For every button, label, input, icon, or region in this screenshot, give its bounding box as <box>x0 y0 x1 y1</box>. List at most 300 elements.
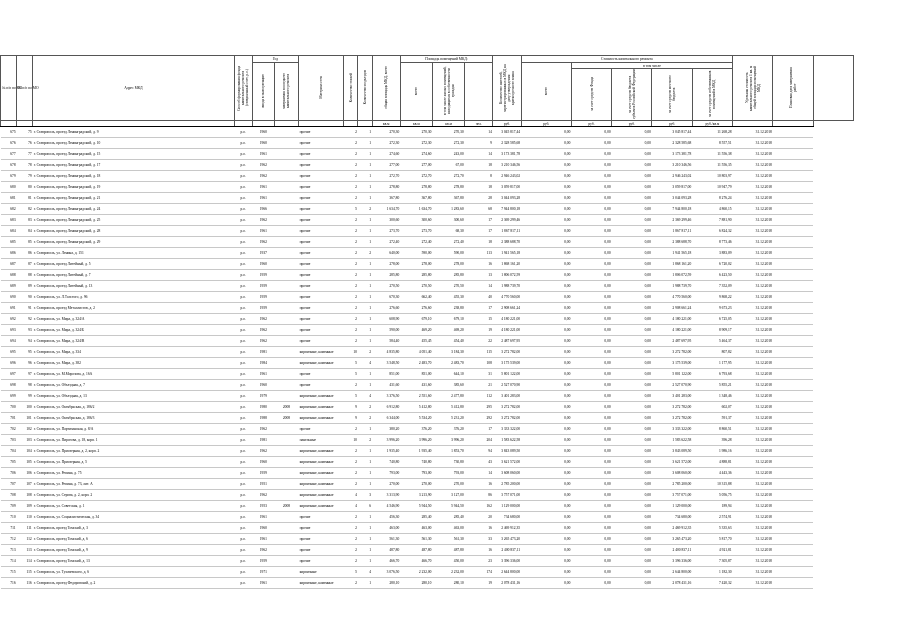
cell-blank <box>773 193 813 204</box>
cell-wall-material: панельные <box>299 435 344 446</box>
cell-deadline: 31.12.2018 <box>733 512 773 523</box>
cell-cost-fund: 0,00 <box>521 424 571 435</box>
table-body <box>1 127 854 589</box>
cell-deadline: 31.12.2018 <box>733 347 773 358</box>
cell-fund-method: р.о. <box>234 292 252 303</box>
cell-deadline: 31.12.2018 <box>733 567 773 578</box>
cell-row-num: 713 <box>1 545 17 556</box>
cell-fund-method: р.о. <box>234 149 252 160</box>
cell-area-living: 67,00 <box>432 160 464 171</box>
header-year: Год <box>252 56 298 63</box>
cell-area-living: 5 231,20 <box>432 413 464 424</box>
cell-cost-local: 0,00 <box>612 512 652 523</box>
cell-residents: 115 <box>465 347 493 358</box>
cell-wall-material: кирпичные, каменные <box>299 457 344 468</box>
cell-floors: 2 <box>344 259 358 270</box>
cell-cost-owners: 3 265 473,20 <box>652 534 692 545</box>
cell-fund-method: р.о. <box>234 182 252 193</box>
cell-wall-material: прочие <box>299 534 344 545</box>
cell-residents: 204 <box>465 435 493 446</box>
cell-cost-region: 0,00 <box>571 149 611 160</box>
cell-area-total: 561,30 <box>400 534 432 545</box>
cell-year-built: 1962 <box>252 160 274 171</box>
cell-cost-owners: 3 173 381,78 <box>652 149 692 160</box>
cell-total-area: 1 634,70 <box>372 204 400 215</box>
cell-cost-total: 3 045 817,44 <box>493 127 521 138</box>
cell-cost-fund: 0,00 <box>521 556 571 567</box>
cell-year-built: 1962 <box>252 545 274 556</box>
cell-unit-cost: 8 276,24 <box>692 193 732 204</box>
cell-year-repair <box>274 490 298 501</box>
cell-cost-fund: 0,00 <box>521 534 571 545</box>
cell-floors: 10 <box>344 435 358 446</box>
cell-cost-total: 1 867 817,11 <box>493 226 521 237</box>
cell-cost-region: 0,00 <box>571 424 611 435</box>
cell-mkd-num: 85 <box>17 237 33 248</box>
cell-fund-method: р.о. <box>234 391 252 402</box>
cell-year-built: 1960 <box>252 138 274 149</box>
table-row <box>1 490 854 501</box>
cell-residents: 18 <box>465 160 493 171</box>
header-deadline: Плановая дата завершения работ <box>773 56 813 121</box>
cell-deadline: 31.12.2018 <box>733 237 773 248</box>
cell-unit-cost: 9 673,23 <box>692 303 732 314</box>
cell-deadline: 31.12.2018 <box>733 259 773 270</box>
cell-cost-total: 1 129 000,00 <box>493 501 521 512</box>
cell-year-built: 1961 <box>252 534 274 545</box>
cell-cost-region: 0,00 <box>571 402 611 413</box>
cell-cost-region: 0,00 <box>571 270 611 281</box>
cell-mkd-num: 116 <box>17 578 33 589</box>
cell-row-num: 680 <box>1 182 17 193</box>
cell-row-num: 676 <box>1 138 17 149</box>
cell-cost-local: 0,00 <box>612 424 652 435</box>
header-cost-owners: за счет средств собственников помещений в МКД <box>692 69 732 121</box>
cell-year-built: 1961 <box>252 578 274 589</box>
table-row <box>1 501 854 512</box>
header-unit-cost: Удельная стоимость капитального ремонта 1 кв. м общей площади помещений МКД <box>733 56 773 121</box>
cell-deadline: 31.12.2018 <box>733 281 773 292</box>
cell-cost-fund: 0,00 <box>521 468 571 479</box>
table-row <box>1 204 854 215</box>
cell-cost-total: 3 396 336,00 <box>493 556 521 567</box>
cell-mkd-num: 84 <box>17 226 33 237</box>
table-row <box>1 160 854 171</box>
cell-year-repair: 2008 <box>274 501 298 512</box>
cell-cost-local: 0,00 <box>612 215 652 226</box>
cell-mkd-num: 110 <box>17 512 33 523</box>
cell-area-total: 376,20 <box>400 424 432 435</box>
table-row <box>1 248 854 259</box>
header-residents: Количество жителей, зарегистрированных в МКД на дату утверждения краткосрочного плана <box>493 56 521 121</box>
cell-cost-fund: 0,00 <box>521 127 571 138</box>
cell-deadline: 31.12.2018 <box>733 336 773 347</box>
cell-wall-material: прочие <box>299 259 344 270</box>
cell-entrances: 1 <box>358 479 372 490</box>
cell-area-total: 463,00 <box>400 523 432 534</box>
cell-cost-fund: 0,00 <box>521 512 571 523</box>
header-cost-total: всего <box>521 63 571 121</box>
cell-year-built: 1961 <box>252 512 274 523</box>
cell-row-num: 697 <box>1 369 17 380</box>
cell-mkd-num: 107 <box>17 479 33 490</box>
cell-fund-method: р.о. <box>234 138 252 149</box>
cell-fund-method: р.о. <box>234 545 252 556</box>
table-row <box>1 182 854 193</box>
cell-mkd-num: 79 <box>17 171 33 182</box>
cell-cost-local: 0,00 <box>612 204 652 215</box>
table-row <box>1 292 854 303</box>
table-row <box>1 468 854 479</box>
cell-floors: 2 <box>344 248 358 259</box>
cell-deadline: 31.12.2018 <box>733 292 773 303</box>
cell-cost-owners: 3 210 346,56 <box>652 160 692 171</box>
cell-mkd-num: 115 <box>17 567 33 578</box>
cell-cost-region: 0,00 <box>571 160 611 171</box>
cell-area-total: 2 551,60 <box>400 391 432 402</box>
cell-blank <box>773 512 813 523</box>
cell-year-repair <box>274 578 298 589</box>
cell-cost-region: 0,00 <box>571 237 611 248</box>
cell-wall-material: прочие <box>299 160 344 171</box>
cell-blank <box>773 501 813 512</box>
cell-cost-region: 0,00 <box>571 336 611 347</box>
cell-blank <box>773 314 813 325</box>
cell-cost-fund: 0,00 <box>521 413 571 424</box>
cell-row-num: 707 <box>1 479 17 490</box>
cell-wall-material: прочие <box>299 281 344 292</box>
cell-address: г. Ставрополь, ул. Мира, д. 382 <box>33 358 234 369</box>
table-row <box>1 402 854 413</box>
cell-deadline: 31.12.2018 <box>733 501 773 512</box>
cell-year-repair <box>274 479 298 490</box>
cell-fund-method: р.о. <box>234 358 252 369</box>
cell-cost-local: 0,00 <box>612 567 652 578</box>
cell-fund-method: р.о. <box>234 556 252 567</box>
header-area-total: всего <box>400 63 432 121</box>
cell-area-total: 1 935,40 <box>400 446 432 457</box>
cell-address: г. Ставрополь, ул. Советская, д. 1 <box>33 501 234 512</box>
cell-year-built: 1971 <box>252 567 274 578</box>
cell-fund-method: р.о. <box>234 512 252 523</box>
cell-cost-local: 0,00 <box>612 336 652 347</box>
cell-wall-material: прочие <box>299 182 344 193</box>
cell-deadline: 31.12.2018 <box>733 160 773 171</box>
cell-mkd-num: 89 <box>17 281 33 292</box>
cell-cost-region: 0,00 <box>571 248 611 259</box>
cell-cost-local: 0,00 <box>612 292 652 303</box>
cell-cost-total: 2 328 585,68 <box>493 138 521 149</box>
cell-address: г. Ставрополь, проезд Ленинградский, д. 15 <box>33 149 234 160</box>
cell-total-area: 272,40 <box>372 237 400 248</box>
cell-deadline: 31.12.2018 <box>733 193 773 204</box>
cell-area-total: 272,70 <box>400 171 432 182</box>
cell-address: г. Ставрополь, проезд Ленинградский, д. 17 <box>33 160 234 171</box>
table-row <box>1 347 854 358</box>
cell-cost-fund: 0,00 <box>521 479 571 490</box>
cell-cost-total: 2 369 299,46 <box>493 215 521 226</box>
cell-cost-region: 0,00 <box>571 259 611 270</box>
cell-area-total: 2 232,00 <box>400 567 432 578</box>
cell-floors: 9 <box>344 413 358 424</box>
cell-cost-region: 0,00 <box>571 281 611 292</box>
cell-year-repair <box>274 259 298 270</box>
cell-residents: 33 <box>465 534 493 545</box>
cell-row-num: 708 <box>1 490 17 501</box>
cell-cost-fund: 0,00 <box>521 314 571 325</box>
cell-address: г. Ставрополь, ул. Л.Толстого, д. 96 <box>33 292 234 303</box>
cell-address: г. Ставрополь, ул. Приозерная, д. 5 <box>33 457 234 468</box>
cell-deadline: 31.12.2018 <box>733 270 773 281</box>
cell-blank <box>773 336 813 347</box>
cell-blank <box>773 248 813 259</box>
cell-address: г. Ставрополь, ул. Объездная, д. 13 <box>33 391 234 402</box>
table-row <box>1 523 854 534</box>
cell-wall-material: прочие <box>299 204 344 215</box>
cell-cost-total: 2 400 837,11 <box>493 545 521 556</box>
cell-mkd-num: 75 <box>17 127 33 138</box>
cell-wall-material: кирпичные, каменные <box>299 413 344 424</box>
cell-cost-owners: 2 078 431,16 <box>652 578 692 589</box>
cell-total-area: 300,60 <box>372 215 400 226</box>
cell-mkd-num: 100 <box>17 402 33 413</box>
header-blank <box>813 56 853 121</box>
cell-entrances: 2 <box>358 402 372 413</box>
cell-area-total: 300,60 <box>400 215 432 226</box>
cell-blank <box>773 468 813 479</box>
cell-fund-method: р.о. <box>234 325 252 336</box>
header-year-built: ввода в эксплуатацию <box>252 63 274 121</box>
cell-blank <box>773 182 813 193</box>
cell-wall-material: прочие <box>299 270 344 281</box>
cell-wall-material: прочие <box>299 523 344 534</box>
cell-cost-local: 0,00 <box>612 556 652 567</box>
cell-wall-material: прочие <box>299 369 344 380</box>
cell-blank <box>773 435 813 446</box>
cell-area-living: 68,30 <box>432 226 464 237</box>
cell-entrances: 1 <box>358 446 372 457</box>
cell-total-area: 273,70 <box>372 226 400 237</box>
cell-entrances: 1 <box>358 336 372 347</box>
cell-floors: 2 <box>344 182 358 193</box>
cell-unit-cost: 9 868,22 <box>692 292 732 303</box>
cell-entrances: 1 <box>358 424 372 435</box>
header-fund-method: Способ формирования фонда капитального ремонта (специальный счет, р.о.) <box>234 56 252 121</box>
cell-year-built: 1962 <box>252 237 274 248</box>
cell-year-built: 1962 <box>252 446 274 457</box>
cell-total-area: 1 935,40 <box>372 446 400 457</box>
cell-cost-region: 0,00 <box>571 193 611 204</box>
cell-wall-material: кирпичные, каменные <box>299 391 344 402</box>
cell-residents: 68 <box>465 204 493 215</box>
table-row <box>1 446 854 457</box>
cell-cost-region: 0,00 <box>571 490 611 501</box>
cell-year-built: 1961 <box>252 193 274 204</box>
cell-cost-owners: 1 867 817,11 <box>652 226 692 237</box>
cell-blank <box>773 127 813 138</box>
cell-total-area: 3 313,90 <box>372 490 400 501</box>
unit-label: руб. <box>612 121 652 127</box>
cell-wall-material: прочие <box>299 149 344 160</box>
unit-label: руб./кв.м <box>692 121 732 127</box>
cell-fund-method: р.о. <box>234 457 252 468</box>
cell-area-total: 276,60 <box>400 303 432 314</box>
cell-address: г. Ставрополь, проезд Ленинградский, д. 25 <box>33 215 234 226</box>
cell-area-total: 270,30 <box>400 127 432 138</box>
cell-cost-local: 0,00 <box>612 160 652 171</box>
cell-blank <box>773 171 813 182</box>
header-address: Адрес МКД <box>33 56 234 121</box>
cell-blank <box>773 270 813 281</box>
cell-cost-region: 0,00 <box>571 303 611 314</box>
cell-deadline: 31.12.2018 <box>733 578 773 589</box>
table-row <box>1 149 854 160</box>
header-wall: Материал стен <box>299 56 344 121</box>
cell-cost-region: 0,00 <box>571 479 611 490</box>
cell-year-repair <box>274 226 298 237</box>
cell-address: г. Ставрополь, проезд Литейный, д. 5 <box>33 259 234 270</box>
cell-year-built: 1962 <box>252 490 274 501</box>
table-row <box>1 325 854 336</box>
cell-cost-local: 0,00 <box>612 457 652 468</box>
cell-area-living: 450,00 <box>432 556 464 567</box>
cell-cost-fund: 0,00 <box>521 358 571 369</box>
cell-unit-cost: 4 443,36 <box>692 468 732 479</box>
header-cost-region: за счет средств бюджета субъекта Российской Федерации <box>612 69 652 121</box>
cell-blank <box>773 138 813 149</box>
cell-fund-method: р.о. <box>234 314 252 325</box>
cell-area-living: 487,80 <box>432 545 464 556</box>
cell-blank <box>773 160 813 171</box>
cell-area-total: 469,20 <box>400 325 432 336</box>
cell-unit-cost: 6 793,68 <box>692 369 732 380</box>
table-row <box>1 259 854 270</box>
cell-mkd-num: 114 <box>17 556 33 567</box>
cell-address: г. Ставрополь, ул. Мира, д. 324/Б <box>33 325 234 336</box>
cell-cost-owners: 4 770 560,00 <box>652 292 692 303</box>
cell-address: г. Ставрополь, проезд Ленинградский, д. 29 <box>33 237 234 248</box>
cell-cost-region: 0,00 <box>571 182 611 193</box>
cell-fund-method: р.о. <box>234 171 252 182</box>
cell-total-area: 463,00 <box>372 523 400 534</box>
cell-deadline: 31.12.2018 <box>733 226 773 237</box>
cell-row-num: 704 <box>1 446 17 457</box>
cell-mkd-num: 76 <box>17 138 33 149</box>
cell-year-repair <box>274 512 298 523</box>
cell-mkd-num: 111 <box>17 523 33 534</box>
cell-unit-cost: 1 986,16 <box>692 446 732 457</box>
header-cost-group: Стоимость капитального ремонта <box>521 56 732 63</box>
cell-cost-total: 3 608 060,00 <box>493 468 521 479</box>
cell-area-total: 3 996,20 <box>400 435 432 446</box>
cell-entrances: 2 <box>358 347 372 358</box>
cell-floors: 2 <box>344 171 358 182</box>
table-row <box>1 215 854 226</box>
cell-cost-total: 5 801 122,00 <box>493 369 521 380</box>
cell-area-living: 270,30 <box>432 127 464 138</box>
cell-total-area: 278,80 <box>372 182 400 193</box>
cell-fund-method: р.о. <box>234 578 252 589</box>
cell-year-repair <box>274 567 298 578</box>
cell-floors: 2 <box>344 325 358 336</box>
cell-area-total: 5 944,50 <box>400 501 432 512</box>
cell-cost-region: 0,00 <box>571 292 611 303</box>
cell-entrances: 1 <box>358 226 372 237</box>
cell-floors: 2 <box>344 556 358 567</box>
cell-residents: 16 <box>465 259 493 270</box>
cell-residents: 16 <box>465 523 493 534</box>
cell-fund-method: р.о. <box>234 160 252 171</box>
cell-cost-region: 0,00 <box>571 545 611 556</box>
cell-residents: 16 <box>465 479 493 490</box>
cell-area-living: 285,80 <box>432 270 464 281</box>
header-area-living: в том числе жилых помещений, находящихся в собственности граждан <box>432 63 464 121</box>
cell-row-num: 706 <box>1 468 17 479</box>
cell-total-area: 270,00 <box>372 479 400 490</box>
cell-year-built: 1962 <box>252 325 274 336</box>
cell-total-area: 4 546,90 <box>372 501 400 512</box>
cell-cost-fund: 0,00 <box>521 325 571 336</box>
table-row <box>1 303 854 314</box>
cell-address: г. Ставрополь, ул. Репина, д. 75 <box>33 468 234 479</box>
cell-fund-method: р.о. <box>234 567 252 578</box>
cell-cost-owners: 2 400 837,11 <box>652 545 692 556</box>
cell-wall-material: кирпичные, каменные <box>299 402 344 413</box>
cell-address: г. Ставрополь, проезд Томский, д. 13 <box>33 556 234 567</box>
cell-cost-region: 0,00 <box>571 314 611 325</box>
cell-row-num: 694 <box>1 336 17 347</box>
cell-area-total: 278,80 <box>400 182 432 193</box>
table-row <box>1 556 854 567</box>
cell-entrances: 1 <box>358 193 372 204</box>
cell-cost-owners: 1 129 000,00 <box>652 501 692 512</box>
cell-cost-owners: 2 328 585,68 <box>652 138 692 149</box>
cell-year-repair <box>274 171 298 182</box>
header-area-other <box>465 63 493 121</box>
header-cost-local: за счет средств местного бюджета <box>652 69 692 121</box>
unit-label: кв.м <box>400 121 432 127</box>
cell-cost-fund: 0,00 <box>521 501 571 512</box>
cell-total-area: 431,60 <box>372 380 400 391</box>
cell-mkd-num: 92 <box>17 314 33 325</box>
cell-deadline: 31.12.2018 <box>733 391 773 402</box>
cell-cost-local: 0,00 <box>612 347 652 358</box>
cell-mkd-num: 81 <box>17 193 33 204</box>
cell-entrances: 1 <box>358 182 372 193</box>
cell-year-built: 1960 <box>252 380 274 391</box>
table-row <box>1 545 854 556</box>
cell-row-num: 715 <box>1 567 17 578</box>
cell-residents: 18 <box>465 182 493 193</box>
cell-residents: 15 <box>465 314 493 325</box>
cell-fund-method: р.о. <box>234 303 252 314</box>
cell-cost-local: 0,00 <box>612 534 652 545</box>
cell-blank <box>773 292 813 303</box>
cell-area-total: 367,80 <box>400 193 432 204</box>
cell-wall-material: прочие <box>299 336 344 347</box>
cell-fund-method: р.о. <box>234 259 252 270</box>
cell-fund-method: р.о. <box>234 446 252 457</box>
cell-row-num: 683 <box>1 215 17 226</box>
cell-cost-fund: 0,00 <box>521 336 571 347</box>
cell-area-total: 851,00 <box>400 369 432 380</box>
cell-year-repair <box>274 545 298 556</box>
cell-unit-cost: 3 883,09 <box>692 248 732 259</box>
cell-row-num: 675 <box>1 127 17 138</box>
cell-area-living: 278,00 <box>432 259 464 270</box>
cell-row-num: 701 <box>1 413 17 424</box>
cell-cost-region: 0,00 <box>571 501 611 512</box>
